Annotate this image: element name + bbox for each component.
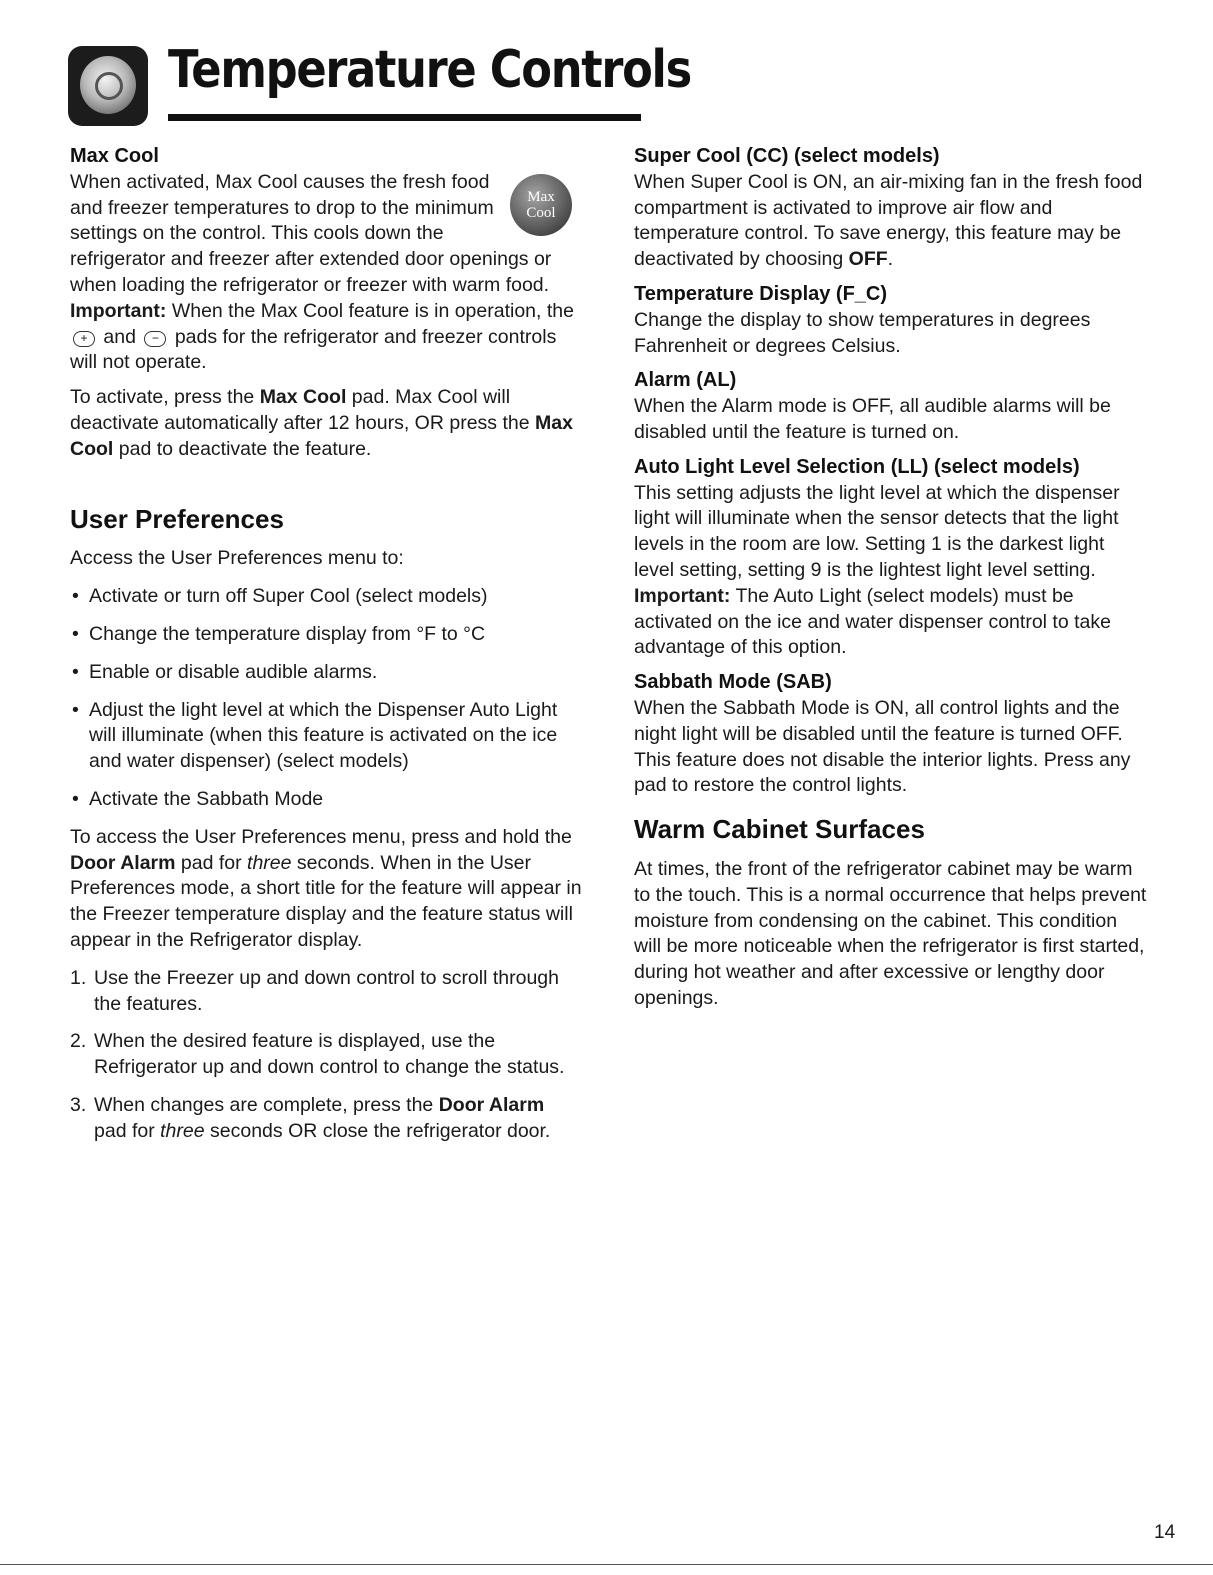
user-preferences-title: User Preferences: [70, 503, 284, 534]
sabbath-mode-text: When the Sabbath Mode is ON, all control lights and the night light will be disabled until the feature is turned OFF. This feature does not disable the interior lights. Press any pad to restore the control lights.: [634, 696, 1131, 797]
temperature-display-heading: Temperature Display (F_C): [634, 282, 888, 305]
step-item: 3. When changes are complete, press the Door Alarm pad for three seconds OR close the refrigerator door.: [70, 1093, 551, 1142]
user-preferences-list: [70, 584, 582, 813]
max-cool-heading: Max Cool: [70, 145, 159, 167]
plus-pad-icon: +: [73, 331, 95, 347]
user-preferences-steps: [70, 966, 582, 1145]
warm-cabinet-title: Warm Cabinet Surfaces: [634, 814, 925, 845]
temperature-display-text: Change the display to show temperatures in degrees Fahrenheit or degrees Celsius.: [634, 308, 1091, 357]
badge-line-1: Max: [527, 188, 555, 205]
right-column: [634, 144, 1149, 1021]
left-column: [70, 144, 582, 1157]
warm-cabinet-text: At times, the front of the refrigerator cabinet may be warm to the touch. This is a normal occurrence that helps prevent moisture from condensing on the cabinet. This condition will be more noticeable when the refrigerator is first started, during hot weather and after excessive or lengthy door openings.: [634, 857, 1147, 1009]
title-underline: [168, 114, 641, 121]
list-item: • Adjust the light level at which the Dispenser Auto Light will illuminate (when this feature is activated on the ice and water dispenser) (select models): [70, 698, 582, 775]
max-cool-description: When activated, Max Cool causes the fresh food and freezer temperatures to drop to the minimum settings on the control. This cools down the refrigerator and freezer after extended door openings or when loading the refrigerator or freezer with warm food. Important: When the Max Cool feature is in operation, the+ and − pads for the refrigerator and freezer controls will not operate.: [70, 170, 574, 374]
step-item: 2. When the desired feature is displayed, use the Refrigerator up and down control to change the status.: [70, 1030, 565, 1079]
max-cool-badge-icon: [510, 174, 572, 236]
super-cool-heading: Super Cool (CC) (select models): [634, 145, 940, 167]
page-title: Temperature Controls: [168, 40, 691, 100]
alarm-text: When the Alarm mode is OFF, all audible alarms will be disabled until the feature is turned on.: [634, 395, 1111, 443]
page-number: 14: [1154, 1522, 1176, 1543]
alarm-heading: Alarm (AL): [634, 369, 737, 392]
auto-light-text: This setting adjusts the light level at which the dispenser light will illuminate when the sensor detects that the light levels in the room are low. Setting 1 is the darkest light level setting, setting 9 is the lightest light level setting. Important: The Auto Light (select models) must be activated on the ice and water dispenser control to take advantage of this option.: [634, 481, 1120, 659]
list-item: • Enable or disable audible alarms.: [70, 660, 582, 686]
sabbath-mode-heading: Sabbath Mode (SAB): [634, 671, 832, 694]
super-cool-text: When Super Cool is ON, an air-mixing fan in the fresh food compartment is activated to improve air flow and temperature control. To save energy, this feature may be deactivated by choosing OFF.: [634, 170, 1143, 271]
temperature-dial-icon: [68, 46, 148, 126]
bottom-divider: [0, 1564, 1213, 1565]
badge-line-2: Cool: [526, 204, 556, 221]
list-item: • Activate or turn off Super Cool (select models): [70, 584, 582, 610]
user-preferences-access: To access the User Preferences menu, press and hold the Door Alarm pad for three seconds. When in the User Preferences mode, a short title for the feature will appear in the Freezer temperature display and the feature status will appear in the Refrigerator display.: [70, 825, 582, 951]
list-item: • Change the temperature display from °F to °C: [70, 622, 582, 648]
minus-pad-icon: −: [144, 331, 166, 347]
auto-light-heading: Auto Light Level Selection (LL) (select models): [634, 455, 1080, 478]
list-item: • Activate the Sabbath Mode: [70, 787, 582, 813]
max-cool-activation: To activate, press the Max Cool pad. Max Cool will deactivate automatically after 12 hours, OR press the Max Cool pad to deactivate the feature.: [70, 386, 573, 460]
step-item: 1. Use the Freezer up and down control to scroll through the features.: [70, 966, 560, 1015]
user-preferences-intro: Access the User Preferences menu to:: [70, 547, 404, 570]
